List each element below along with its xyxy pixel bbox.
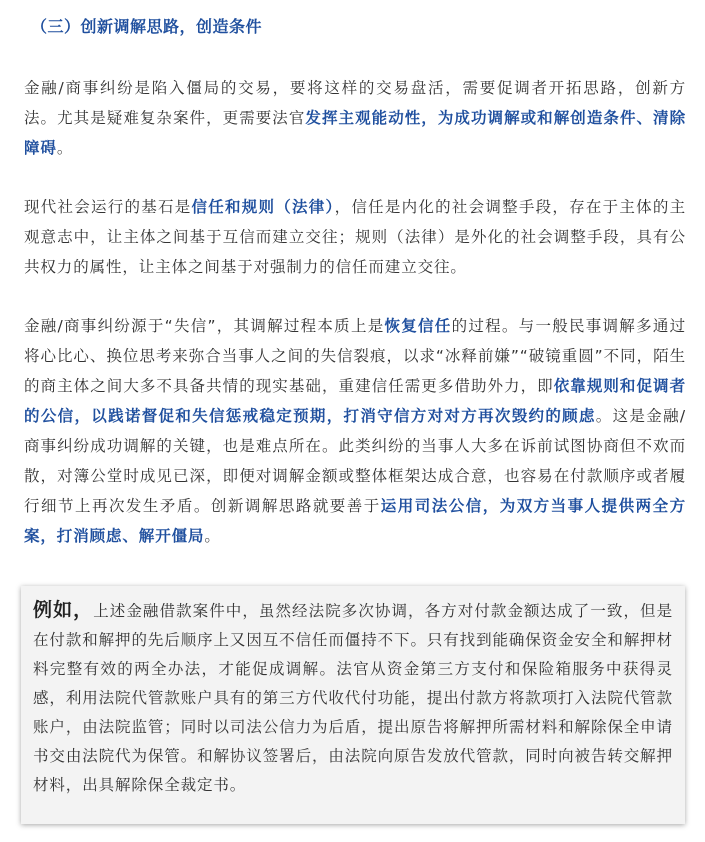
paragraph-3-text-d: 。 <box>204 527 221 545</box>
section-heading: （三）创新调解思路，创造条件 <box>31 17 263 36</box>
example-body: 上述金融借款案件中，虽然经法院多次协调，各方对付款金额达成了一致，但是在付款和解押的先后顺序上又因互不信任而僵持不下。只有找到能确保资金安全和解押材料完整有效的两全办法，才能促成调解。法官从资金第三方支付和保险箱服务中获得灵感，利用法院代管款账户具有的第三方代收代付功能，提出付款方将款项打入法院代管款账户，由法院监管；同时以司法公信力为后盾，提出原告将解押所需材料和解除保全申请书交由法院代为保管。和解协议签署后，由法院向原告发放代管款，同时向被告转交解押材料，出具解除保全裁定书。 <box>33 602 673 794</box>
paragraph-3-text-c: 。这是金融/商事纠纷成功调解的关键，也是难点所在。此类纠纷的当事人大多在诉前试图协商但不欢而散，对簿公堂时成见已深，即便对调解金额或整体框架达成合意，也容易在付款顺序或者履行细节上再次发生矛盾。创新调解思路就要善于 <box>24 407 687 515</box>
paragraph-3-emphasis-3: 运用司法公信，为双方当事人提供两全方案，打消顾虑、解开僵局 <box>24 497 686 545</box>
paragraph-1-text-a: 金融/商事纠纷是陷入僵局的交易，要将这样的交易盘活，需要促调者开拓思路，创新方法。尤其是疑难复杂案件，更需要法官 <box>24 79 686 127</box>
paragraph-3-text-b: 的过程。与一般民事调解多通过将心比心、换位思考来弥合当事人之间的失信裂痕，以求“冰释前嫌”“破镜重圆”不同，陌生的商主体之间大多不具备共情的现实基础，重建信任需更多借助外力，即 <box>24 317 687 395</box>
paragraph-2 <box>24 192 686 282</box>
paragraph-2-text-a: 现代社会运行的基石是 <box>24 198 192 216</box>
example-text <box>33 596 673 800</box>
paragraph-3-emphasis-2: 依靠规则和促调者的公信，以践诺督促和失信惩戒稳定预期，打消守信方对对方再次毁约的顾虑 <box>24 377 686 425</box>
paragraph-1-text-b: 。 <box>56 139 74 157</box>
paragraph-3-emphasis-1: 恢复信任 <box>384 317 452 335</box>
paragraph-3-text-a: 金融/商事纠纷源于“失信”，其调解过程本质上是 <box>24 317 385 335</box>
example-lead: 例如， <box>33 599 94 621</box>
paragraph-1 <box>24 73 686 163</box>
paragraph-1-emphasis: 发挥主观能动性，为成功调解或和解创造条件、清除障碍 <box>24 109 686 157</box>
paragraph-2-text-b: ，信任是内化的社会调整手段，存在于主体的主观意志中，让主体之间基于互信而建立交往；规则（法律）是外化的社会调整手段，具有公共权力的属性，让主体之间基于对强制力的信任而建立交往。 <box>24 198 686 276</box>
paragraph-2-emphasis: 信任和规则（法律） <box>191 198 335 216</box>
example-box <box>21 586 685 824</box>
paragraph-3 <box>24 311 686 551</box>
